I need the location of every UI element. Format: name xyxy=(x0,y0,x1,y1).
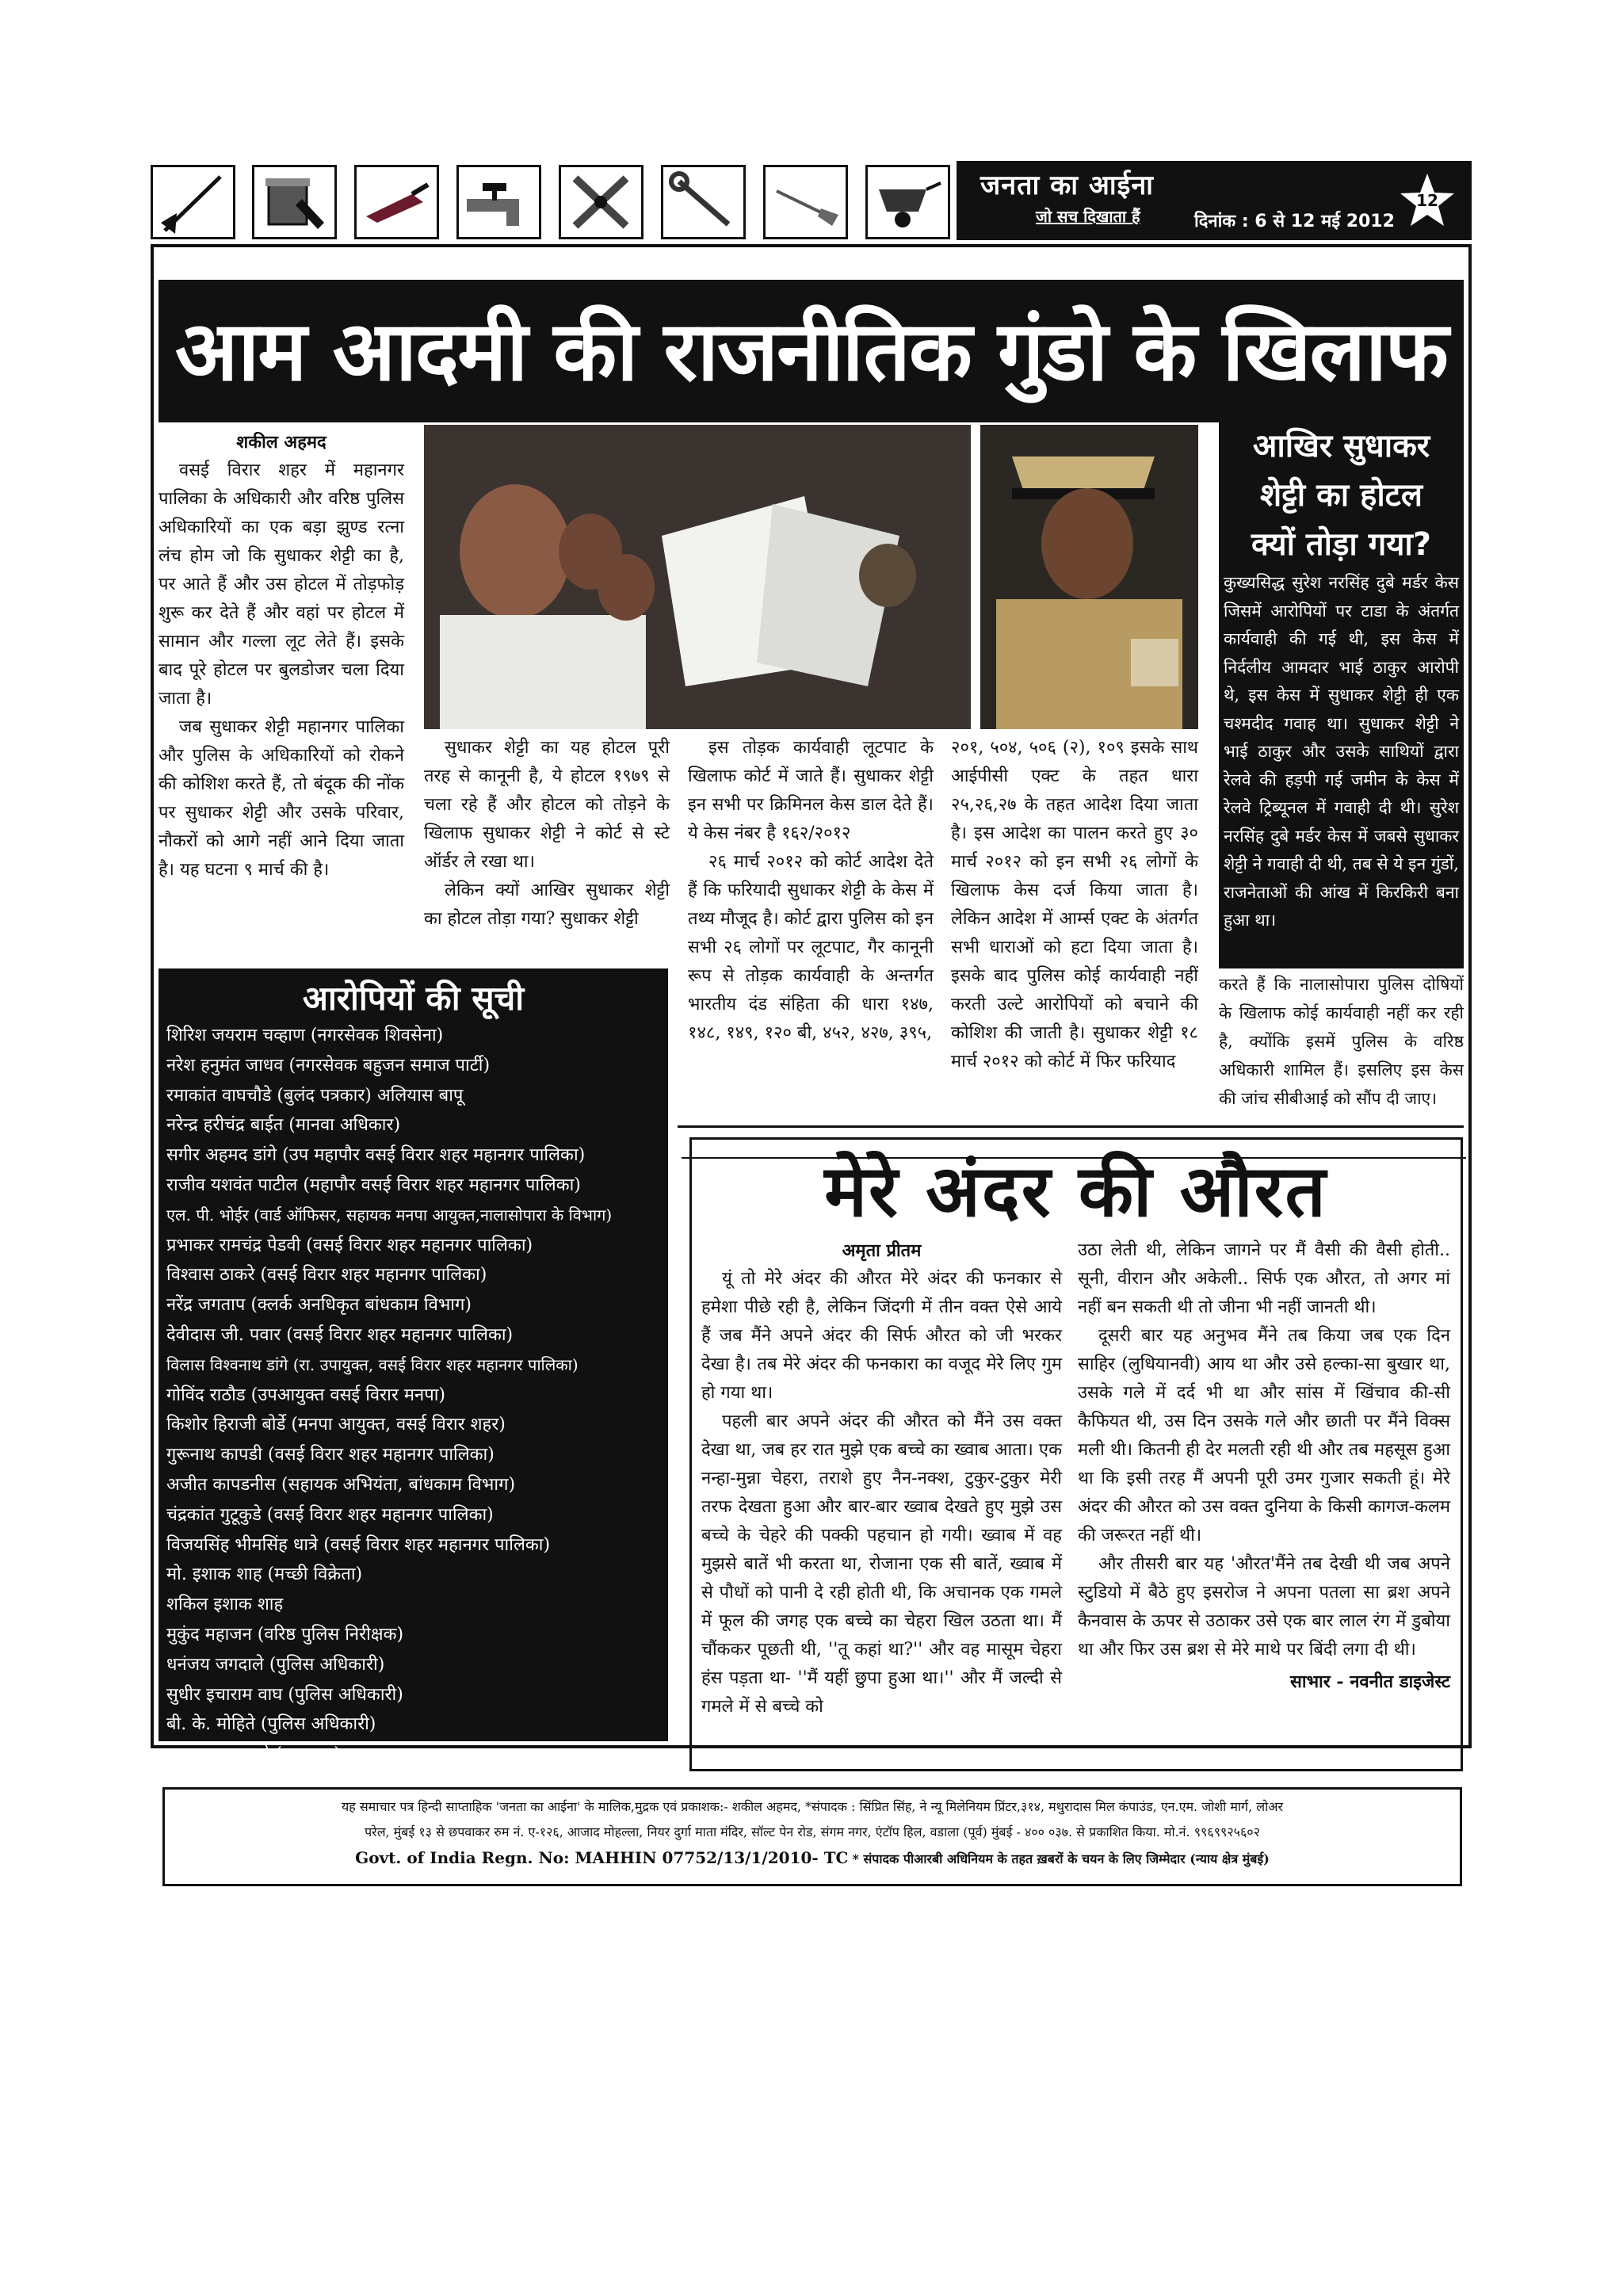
page-number: 12 xyxy=(1416,191,1438,210)
trowel-icon xyxy=(354,165,439,239)
list-item: शकिल इशाक शाह xyxy=(166,1595,284,1615)
list-item: मो. इशाक शाह (मच्छी विक्रेता) xyxy=(166,1564,363,1585)
list-item: गुरूनाथ कापडी (वसई विरार शहर महानगर पालिका) xyxy=(166,1445,495,1465)
section-divider xyxy=(678,1125,1464,1128)
paper-tagline: जो सच दिखाता हैं xyxy=(1036,207,1140,226)
paint-bucket-icon xyxy=(252,165,337,239)
story2-column-1 xyxy=(701,1236,1062,1721)
lead-column-1 xyxy=(158,428,404,884)
wheelbarrow-icon xyxy=(865,165,950,239)
story2-byline: अमृता प्रीतम xyxy=(842,1240,922,1261)
hoe-icon xyxy=(151,165,235,239)
sidebar-title-line: क्यों तोड़ा गया? xyxy=(1251,526,1431,563)
story2-paragraph: पहली बार अपने अंदर की औरत को मैंने उस वक्त देखा था, जब हर रात मुझे एक बच्चे का ख्वाब आता। एक नन्हा-मुन्ना चेहरा, तराशे हुए नैन-नक्श, टुकुर-टुकुर मेरी तरफ देखता हुआ और बार-बार ख्वाब देखते हुए मुझे उस बच्चे के चेहरे की पक्की पहचान हो गयी। ख्वाब में वह मुझसे बातें भी करता था, रोजाना एक सी बातें, ख्वाब में से पौधों को पानी दे रही होती थी, कि अचानक एक गमले में फूल की जगह एक बच्चे का चेहरा खिल उठता था। मैं चौंककर पूछती थी, ''तू कहां था?'' और वह मासूम चेहरा हंस पड़ता था- ''मैं यहीं छुपा हुआ था।'' और मैं जल्दी से गमले में से बच्चे को xyxy=(701,1412,1062,1717)
story2-credit: साभार - नवनीत डाइजेस्ट xyxy=(1290,1671,1450,1692)
lead-byline: शकील अहमद xyxy=(236,432,327,453)
tools-cross-icon xyxy=(559,165,643,239)
story2-column-2 xyxy=(1078,1236,1450,1696)
accused-list xyxy=(166,1021,666,1770)
lead-paragraph: सुधाकर शेट्टी का यह होटल पूरी तरह से कानूनी है, ये होटल १९७९ से चला रहे हैं और होटल को तोड़ने के खिलाफ सुधाकर शेट्टी ने कोर्ट से स्टे ऑर्डर ले रखा था। xyxy=(424,738,670,872)
hotel-owner-photo xyxy=(424,425,971,729)
story2-paragraph: और तीसरी बार यह 'औरत'मैंने तब देखी थी जब अपने स्टुडियो में बैठे हुए इसरोज ने अपना पतला सा ब्रश अपने कैनवास के ऊपर से उठाकर उसे एक बार लाल रंग में डुबोया था और फिर उस ब्रश से मेरे माथे पर बिंदी लगा दी थी। xyxy=(1078,1554,1450,1660)
list-item: शिरिश जयराम चव्हाण (नगरसेवक शिवसेना) xyxy=(166,1026,444,1045)
imprint-box xyxy=(162,1787,1462,1886)
main-headline: आम आदमी की राजनीतिक गुंडो के खिलाफ xyxy=(158,280,1464,422)
lead-column-4 xyxy=(951,734,1198,1076)
list-item: देवीदास जी. पवार (वसई विरार शहर महानगर पालिका) xyxy=(166,1324,514,1345)
lead-paragraph: २०१, ५०४, ५०६ (२), १०९ इसके साथ आईपीसी एक्ट के तहत धारा २५,२६,२७ के तहत आदेश दिया जाता है। इस आदेश का पालन करते हुए ३० मार्च २०१२ को इन सभी २६ लोगों के खिलाफ केस दर्ज किया जाता है। लेकिन आदेश में आर्म्स एक्ट के अंतर्गत सभी धाराओं को हटा दिया जाता है। इसके बाद पुलिस कोई कार्यवाही नहीं करती उल्टे आरोपियों को बचाने की कोशिश की जाती है। सुधाकर शेट्टी १८ मार्च २०१२ को कोर्ट में फिर फरियाद xyxy=(951,738,1198,1072)
lead-paragraph: लेकिन क्यों आखिर सुधाकर शेट्टी का होटल तोड़ा गया? सुधाकर शेट्टी xyxy=(424,881,670,929)
lead-column-3 xyxy=(688,734,934,1048)
list-item: नरेंद्र जगताप (क्लर्क अनधिकृत बांधकाम विभाग) xyxy=(166,1295,472,1316)
list-item: विश्वास ठाकरे (वसई विरार शहर महानगर पालिका) xyxy=(166,1265,487,1286)
story2-paragraph: उठा लेती थी, लेकिन जागने पर मैं वैसी की वैसी होती.. सूनी, वीरान और अकेली.. सिर्फ एक औरत, तो अगर मां नहीं बन सकती थी तो जीना भी नहीं जानती थी। xyxy=(1078,1240,1450,1317)
list-item: विलास विश्वनाथ डांगे (रा. उपायुक्त, वसई विरार शहर महानगर पालिका) xyxy=(166,1354,579,1374)
imprint-line-2: परेल, मुंबई १३ से छपवाकर रुम नं. ए-१२६, आजाद मोहल्ला, नियर दुर्गा माता मंदिर, सॉल्ट पेन रोड, संगम नगर, एंटॉप हिल, वडाला (पूर्व) मुंबई - ४०० ०३७. से प्रकाशित किया. मो.नं. ९९६९९२५६०२ xyxy=(365,1824,1260,1839)
list-item: एल. पी. भोईर (वार्ड ऑफिसर, सहायक मनपा आयुक्त,नालासोपारा के विभाग) xyxy=(166,1205,613,1224)
sidebar-title-line: शेट्टी का होटल xyxy=(1260,477,1423,514)
page-number-star-icon xyxy=(1399,172,1456,229)
lead-paragraph: जब सुधाकर शेट्टी महानगर पालिका और पुलिस के अधिकारियों को रोकने की कोशिश करते हैं, तो बंदूक की नोंक पर सुधाकर शेट्टी और उसके परिवार, नौकरों को आगे नहीं आने दिया जाता है। यह घटना ९ मार्च की है। xyxy=(158,717,404,880)
water-tap-icon xyxy=(456,165,541,239)
sidebar-box xyxy=(1219,418,1464,968)
lead-column-2 xyxy=(424,734,670,934)
editor-note: * संपादक पीआरबी अधिनियम के तहत ख़बरों के चयन के लिए जिम्मेदार (न्याय क्षेत्र मुंबई) xyxy=(852,1851,1270,1866)
list-item: विजयसिंह भीमसिंह धात्रे (वसई विरार शहर महानगर पालिका) xyxy=(166,1534,551,1555)
wrench-icon xyxy=(661,165,746,239)
accused-list-box xyxy=(158,968,668,1765)
list-item: किशोर हिराजी बोर्डे (मनपा आयुक्त, वसई विरार शहर) xyxy=(166,1415,506,1435)
lead-paragraph: इस तोड़क कार्यवाही लूटपाट के खिलाफ कोर्ट में जाते हैं। सुधाकर शेट्टी इन सभी पर क्रिमिनल केस डाल देते हैं। ये केस नंबर है १६२/२०१२ xyxy=(688,738,934,843)
list-item: गोविंद राठौड (उपआयुक्त वसई विरार मनपा) xyxy=(166,1385,445,1405)
list-item: धनंजय जगदाले (पुलिस अधिकारी) xyxy=(166,1654,385,1675)
accused-list-title: आरोपियों की सूची xyxy=(302,979,525,1018)
story2-title: मेरे अंदर की औरत xyxy=(824,1149,1327,1233)
list-item: अजीत कापडनीस (सहायक अभियंता, बांधकाम विभाग) xyxy=(166,1474,516,1495)
story2-paragraph: दूसरी बार यह अनुभव मैंने तब किया जब एक दिन साहिर (लुधियानवी) आय था और उसे हल्का-सा बुखार था, उसके गले में दर्द भी था और सांस में खिंचाव की-सी कैफियत थी, उस दिन उसके गले और छाती पर मैंने विक्स मली थी। कितनी ही देर मलती रही थी और तब महसूस हुआ था कि इसी तरह मैं अपनी पूरी उमर गुजार सकती हूं। मेरे अंदर की औरत को उस वक्त दुनिया के किसी कागज-कलम की जरूरत नहीं थी। xyxy=(1078,1326,1450,1545)
sidebar-body: कुख्यसिद्ध सुरेश नरसिंह दुबे मर्डर केस जिसमें आरोपियों पर टाडा के अंतर्गत कार्यवाही की गई थी, इस केस में निर्दलीय आमदार भाई ठाकुर आरोपी थे, इस केस में सुधाकर शेट्टी ही एक चश्मदीद गवाह था। सुधाकर शेट्टी ने भाई ठाकुर और उसके साथियों द्वारा रेलवे की हड़पी गई जमीन के केस में रेलवे ट्रिब्यूनल में गवाही दी थी। सुरेश नरसिंह दुबे मर्डर केस में जबसे सुधाकर शेट्टी ने गवाही दी थी, तब से ये इन गुंडों, राजनेताओं की आंख में किरकिरी बना हुआ था। xyxy=(1224,573,1459,930)
list-item: चंद्रकांत गुटूकुडे (वसई विरार शहर महानगर पालिका) xyxy=(166,1504,494,1525)
lead-paragraph: २६ मार्च २०१२ को कोर्ट आदेश देते हैं कि फरियादी सुधाकर शेट्टी के केस में तथ्य मौजूद है। कोर्ट द्वारा पुलिस को इन सभी २६ लोगों पर लूटपाट, गैर कानूनी रूप से तोड़क कार्यवाही के अन्तर्गत भारतीय दंड संहिता की धारा १४७, १४८, १४९, १२० बी, ४५२, ४२७, ३९५, xyxy=(688,852,934,1043)
list-item: बी. के. मोहिते (पुलिस अधिकारी) xyxy=(166,1714,376,1735)
masthead xyxy=(957,161,1472,240)
shovel-icon xyxy=(763,165,848,239)
list-item: नरेन्द्र हरीचंद्र बाईत (मानवा अधिकार) xyxy=(166,1115,401,1136)
sidebar-title-line: आखिर सुधाकर xyxy=(1252,428,1430,464)
police-officer-photo xyxy=(980,425,1198,729)
sidebar-continuation: करते हैं कि नालासोपारा पुलिस दोषियों के खिलाफ कोई कार्यवाही नहीं कर रही है, क्योंकि इसमें पुलिस के वरिष्ठ अधिकारी शामिल हैं। इसलिए इस केस की जांच सीबीआई को सौंप दी जाए। xyxy=(1219,975,1464,1108)
list-item: एस. एन. नरसुले (हवलदार) xyxy=(166,1744,341,1765)
registration-number: Govt. of India Regn. No: MAHHIN 07752/13/1/2010- TC xyxy=(355,1848,849,1867)
list-item: मुकुंद महाजन (वरिष्ठ पुलिस निरीक्षक) xyxy=(166,1624,404,1645)
list-item: सगीर अहमद डांगे (उप महापौर वसई विरार शहर महानगर पालिका) xyxy=(166,1145,586,1166)
list-item: प्रभाकर रामचंद्र पेडवी (वसई विरार शहर महानगर पालिका) xyxy=(166,1235,533,1255)
paper-name: जनता का आईना xyxy=(980,170,1154,201)
story2-paragraph: यूं तो मेरे अंदर की औरत मेरे अंदर की फनकार से हमेशा पीछे रही है, लेकिन जिंदगी में तीन वक्त ऐसे आये हैं जब मैंने अपने अंदर की सिर्फ औरत को जी भरकर देखा है। तब मेरे अंदर की फनकारा का वजूद मेरे लिए गुम हो गया था। xyxy=(701,1269,1062,1403)
list-item: रमाकांत वाघचौडे (बुलंद पत्रकार) अलियास बापू xyxy=(166,1085,464,1106)
list-item: सुधीर इचाराम वाघ (पुलिस अधिकारी) xyxy=(166,1684,403,1705)
issue-date: दिनांक : 6 से 12 मई 2012 xyxy=(1194,212,1395,231)
sidebar-title xyxy=(1219,422,1464,569)
list-item: राजीव यशवंत पाटील (महापौर वसई विरार शहर महानगर पालिका) xyxy=(166,1175,581,1195)
imprint-line-1: यह समाचार पत्र हिन्दी साप्ताहिक 'जनता का आईना' के मालिक,मुद्रक एवं प्रकाशक:- शकील अहमद, *संपादक : सिंप्रित सिंह, ने न्यू मिलेनियम प्रिंटर,३१४, मथुरादास मिल कंपाउंड, एन.एम. जोशी मार्ग, लोअर xyxy=(342,1799,1283,1814)
list-item: नरेश हनुमंत जाधव (नगरसेवक बहुजन समाज पार्टी) xyxy=(166,1055,491,1075)
lead-paragraph: वसई विरार शहर में महानगर पालिका के अधिकारी और वरिष्ठ पुलिस अधिकारियों का एक बड़ा झुण्ड रत्ना लंच होम जो कि सुधाकर शेट्टी का है, पर आते हैं और उस होटल में तोड़फोड़ शुरू कर देते हैं और वहां पर होटल में सामान और गल्ला लूट लेते हैं। इसके बाद पूरे होटल पर बुलडोजर चला दिया जाता है। xyxy=(158,460,404,709)
